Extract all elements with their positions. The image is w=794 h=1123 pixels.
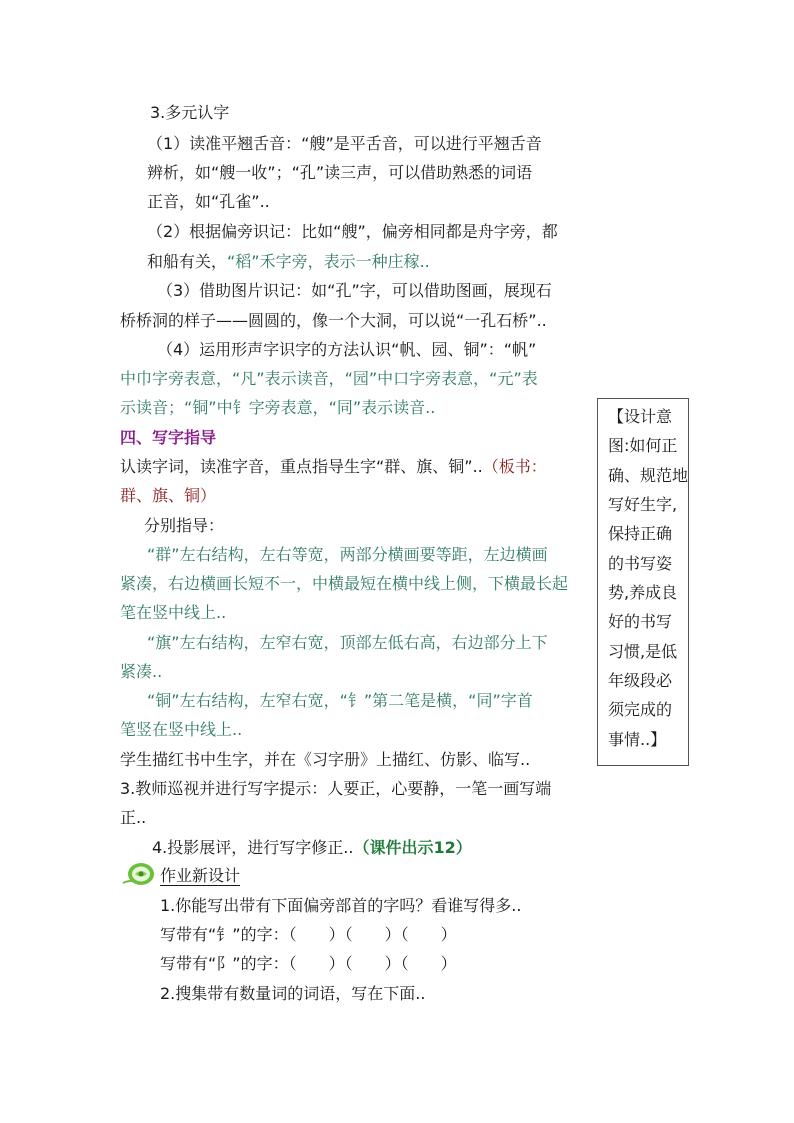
- qun-line2: 紧凑，右边横画长短不一，中横最短在横中线上侧，下横最长起: [120, 574, 569, 593]
- qun-line1: “群”左右结构，左右等宽，两部分横画要等距，左边横画: [147, 545, 548, 564]
- design-note-line: 确、规范地: [608, 466, 689, 485]
- design-note-line: 的书写姿: [608, 554, 673, 573]
- qi-line1: “旗”左右结构，左窄右宽，顶部左低右高，右边部分上下: [147, 633, 548, 652]
- intro-line2: 群、旗、铜）: [120, 486, 217, 505]
- fenbie-label: 分别指导：: [144, 516, 225, 535]
- leaf-icon: [121, 861, 157, 889]
- design-note-line: 写好生字,: [608, 495, 678, 514]
- homework-q1: 1.你能写出带有下面偏旁部首的字吗？看谁写得多..: [160, 896, 522, 915]
- para1-line3: 正音，如“孔雀”..: [147, 192, 270, 211]
- design-note-line: 年级段必: [608, 671, 673, 690]
- para2-text-b: “稻”禾字旁，表示一种庄稼..: [227, 252, 430, 271]
- homework-title: 作业新设计: [160, 866, 241, 885]
- design-note-line: 好的书写: [608, 612, 673, 631]
- homework-q1-a: 写带有“钅”的字：（ ）（ ）（ ）: [160, 925, 457, 944]
- design-note-box: [597, 398, 689, 766]
- courseware-label: （课件出示12）: [353, 838, 472, 857]
- design-note-line: 事情..】: [608, 730, 667, 749]
- tip-line1: 3.教师巡视并进行写字提示：人要正，心要静，一笔一画写端: [120, 779, 552, 798]
- homework-q1-b: 写带有“阝”的字：（ ）（ ）（ ）: [160, 954, 457, 973]
- para2-text-a: 和船有关，: [147, 252, 228, 271]
- design-note-line: 习惯,是低: [608, 642, 678, 661]
- qi-line2: 紧凑..: [120, 662, 163, 681]
- review-text: 4.投影展评，进行写字修正..: [152, 838, 354, 857]
- para2-line1: （2）根据偏旁识记：比如“艘”，偏旁相同都是舟字旁，都: [147, 222, 558, 241]
- para3-line2: 桥桥洞的样子——圆圆的，像一个大洞，可以说“一孔石桥”..: [120, 311, 547, 330]
- section4-heading: 四、写字指导: [120, 428, 217, 447]
- tong-line1: “铜”左右结构，左窄右宽，“钅”第二笔是横，“同”字首: [147, 691, 533, 710]
- intro-line1: [120, 457, 547, 477]
- design-note-line: 保持正确: [608, 524, 673, 543]
- review-line: [152, 838, 472, 858]
- qun-line3: 笔在竖中线上..: [120, 603, 227, 622]
- intro-text: 认读字词，读准字音，重点指导生字“群、旗、铜”..: [120, 457, 483, 476]
- design-note-line: 须完成的: [608, 700, 673, 719]
- practice-line: 学生描红书中生字，并在《习字册》上描红、仿影、临写..: [120, 750, 531, 769]
- design-note-line: 【设计意: [608, 407, 673, 426]
- para4-line3: 示读音；“铜”中钅字旁表意，“同”表示读音..: [120, 398, 436, 417]
- section3-heading: 3.多元认字: [150, 103, 230, 122]
- tong-line2: 笔竖在竖中线上..: [120, 720, 243, 739]
- para4-line1: （4）运用形声字识字的方法认识“帆、园、铜”：“帆”: [157, 340, 537, 359]
- board-label: （板书：: [482, 457, 547, 476]
- homework-q2: 2.搜集带有数量词的词语，写在下面..: [160, 984, 426, 1003]
- para3-line1: （3）借助图片识记：如“孔”字，可以借助图画，展现石: [157, 281, 552, 300]
- para4-line2: 中巾字旁表意，“凡”表示读音，“园”中口字旁表意，“元”表: [120, 369, 538, 388]
- para1-line1: （1）读准平翘舌音：“艘”是平舌音，可以进行平翘舌音: [147, 134, 542, 153]
- tip-line2: 正..: [120, 808, 147, 827]
- design-note-line: 图:如何正: [608, 436, 678, 455]
- design-note-line: 势,养成良: [608, 583, 678, 602]
- para1-line2: 辨析，如“艘一收”；“孔”读三声，可以借助熟悉的词语: [147, 163, 533, 182]
- para2-line2: [147, 252, 430, 272]
